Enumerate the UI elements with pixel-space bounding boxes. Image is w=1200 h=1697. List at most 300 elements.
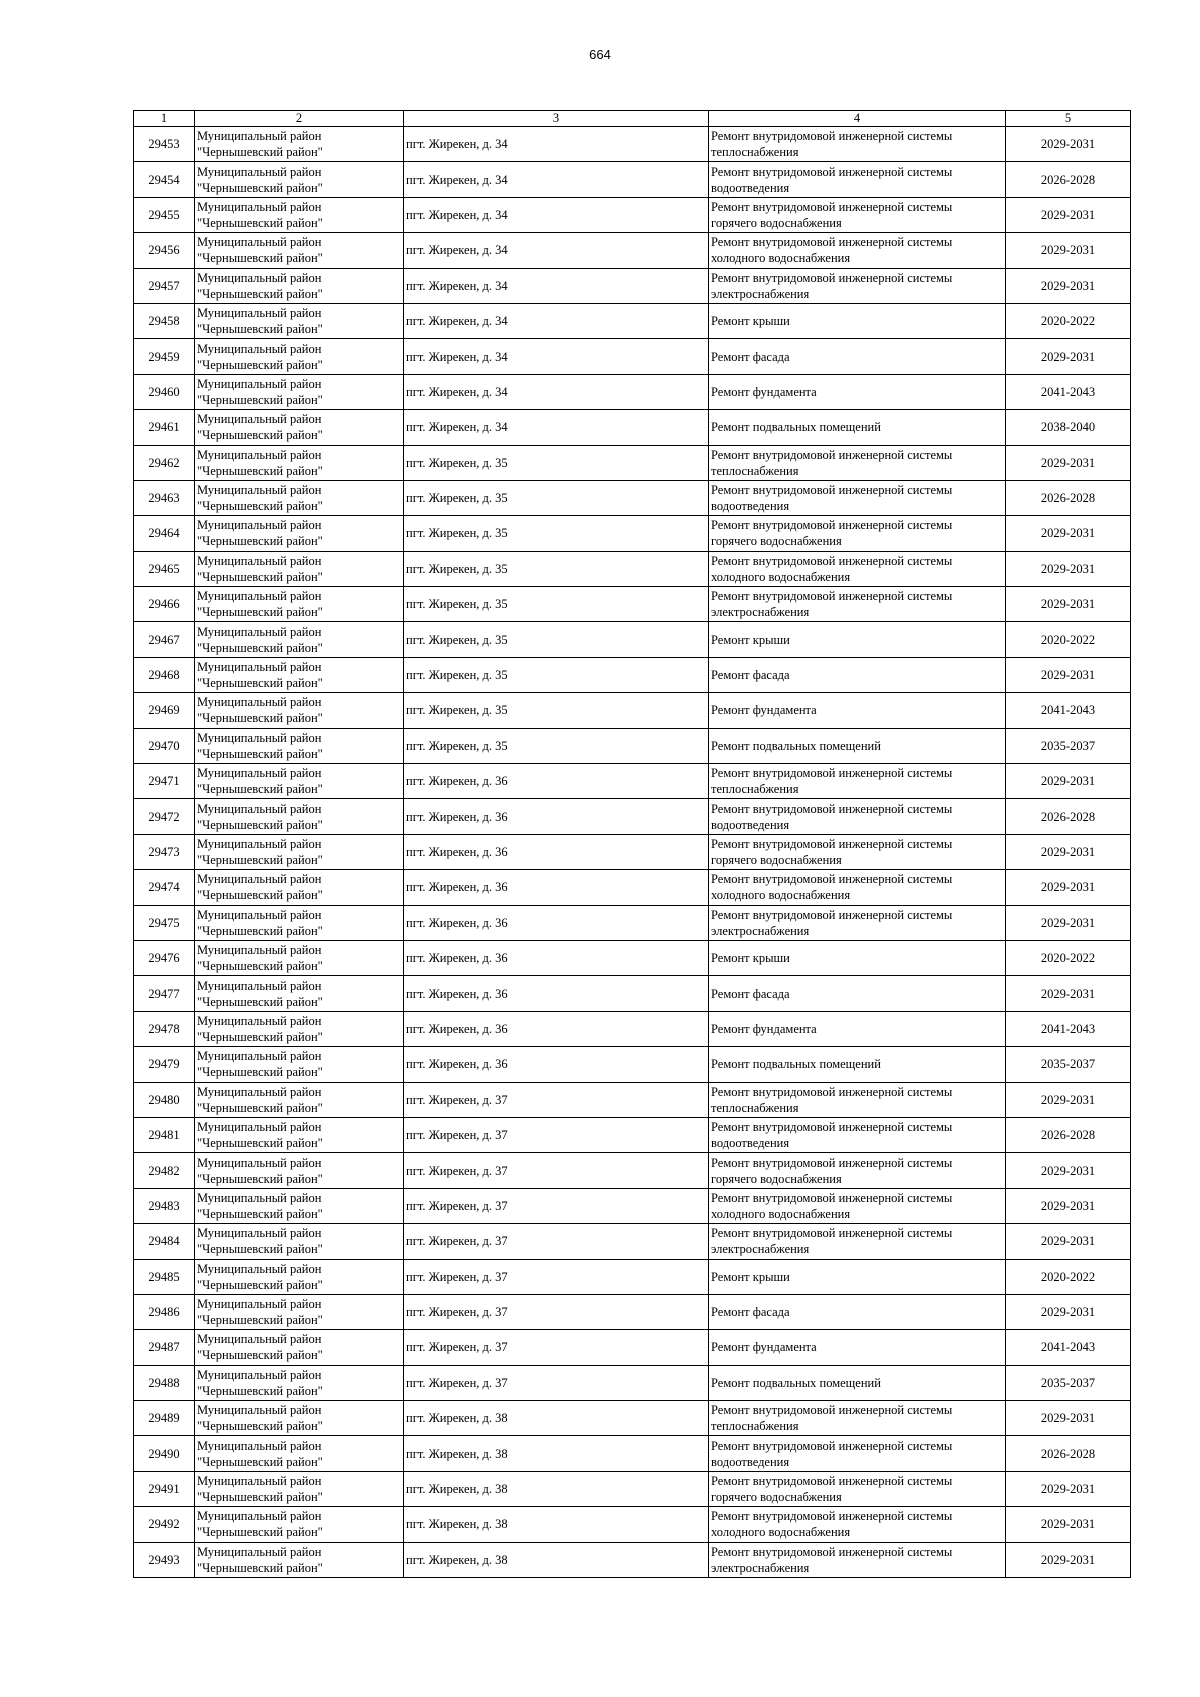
period-cell: 2038-2040 [1006, 410, 1131, 445]
district-line: Муниципальный район [197, 1190, 322, 1205]
work-type-line: холодного водоснабжения [711, 1206, 851, 1221]
address-cell: пгт. Жирекен, д. 35 [404, 551, 709, 586]
work-type-cell [709, 1507, 1006, 1542]
address-cell: пгт. Жирекен, д. 34 [404, 162, 709, 197]
row-number-cell: 29482 [134, 1153, 195, 1188]
table-row [134, 1224, 1131, 1259]
district-cell [195, 1330, 404, 1365]
district-cell [195, 693, 404, 728]
work-type-line: Ремонт фундамента [711, 1021, 817, 1036]
district-cell [195, 622, 404, 657]
table-row [134, 339, 1131, 374]
table-row [134, 1259, 1131, 1294]
address-cell: пгт. Жирекен, д. 37 [404, 1117, 709, 1152]
address-cell: пгт. Жирекен, д. 35 [404, 480, 709, 515]
work-type-line: Ремонт фасада [711, 668, 790, 683]
district-line: Муниципальный район [197, 907, 322, 922]
row-number-cell: 29485 [134, 1259, 195, 1294]
period-cell: 2035-2037 [1006, 1365, 1131, 1400]
district-line: "Чернышевский район" [197, 322, 323, 337]
work-type-line: Ремонт внутридомовой инженерной системы [711, 235, 953, 250]
header-row [134, 111, 1131, 127]
district-line: "Чернышевский район" [197, 817, 323, 832]
work-type-line: Ремонт внутридомовой инженерной системы [711, 129, 953, 144]
period-cell: 2020-2022 [1006, 303, 1131, 338]
district-line: Муниципальный район [197, 730, 322, 745]
work-type-cell [709, 976, 1006, 1011]
district-line: "Чернышевский район" [197, 1206, 323, 1221]
address-cell: пгт. Жирекен, д. 36 [404, 1047, 709, 1082]
work-type-cell [709, 657, 1006, 692]
work-type-cell [709, 622, 1006, 657]
table-row [134, 1330, 1131, 1365]
district-line: "Чернышевский район" [197, 1348, 323, 1363]
district-line: "Чернышевский район" [197, 392, 323, 407]
table-row [134, 1365, 1131, 1400]
work-type-line: Ремонт фасада [711, 1305, 790, 1320]
row-number-cell: 29472 [134, 799, 195, 834]
district-cell [195, 1011, 404, 1046]
work-type-line: Ремонт внутридомовой инженерной системы [711, 164, 953, 179]
district-line: Муниципальный район [197, 129, 322, 144]
district-line: "Чернышевский район" [197, 1065, 323, 1080]
district-line: Муниципальный район [197, 1049, 322, 1064]
address-cell: пгт. Жирекен, д. 37 [404, 1224, 709, 1259]
work-type-cell [709, 197, 1006, 232]
period-cell: 2029-2031 [1006, 551, 1131, 586]
work-type-line: Ремонт крыши [711, 314, 790, 329]
row-number-cell: 29467 [134, 622, 195, 657]
table-row [134, 268, 1131, 303]
table-row [134, 799, 1131, 834]
period-cell: 2026-2028 [1006, 1436, 1131, 1471]
address-cell: пгт. Жирекен, д. 37 [404, 1082, 709, 1117]
district-line: "Чернышевский район" [197, 853, 323, 867]
table-row [134, 445, 1131, 480]
district-line: Муниципальный район [197, 447, 322, 462]
address-cell: пгт. Жирекен, д. 35 [404, 657, 709, 692]
district-line: Муниципальный район [197, 1155, 322, 1170]
district-cell [195, 1082, 404, 1117]
district-cell [195, 728, 404, 763]
district-line: "Чернышевский район" [197, 569, 323, 584]
district-line: "Чернышевский район" [197, 959, 323, 974]
district-line: Муниципальный район [197, 1332, 322, 1347]
work-type-cell [709, 728, 1006, 763]
row-number-cell: 29465 [134, 551, 195, 586]
district-cell [195, 410, 404, 445]
period-cell: 2029-2031 [1006, 127, 1131, 162]
district-cell [195, 233, 404, 268]
table-row [134, 834, 1131, 869]
address-cell: пгт. Жирекен, д. 36 [404, 940, 709, 975]
address-cell: пгт. Жирекен, д. 38 [404, 1401, 709, 1436]
work-type-line: Ремонт внутридомовой инженерной системы [711, 1403, 953, 1418]
period-cell: 2035-2037 [1006, 728, 1131, 763]
district-line: Муниципальный район [197, 1226, 322, 1241]
table-row [134, 728, 1131, 763]
work-type-line: холодного водоснабжения [711, 251, 851, 266]
work-type-line: Ремонт фундамента [711, 384, 817, 399]
table-row [134, 197, 1131, 232]
work-type-cell [709, 1330, 1006, 1365]
address-cell: пгт. Жирекен, д. 34 [404, 233, 709, 268]
table-row [134, 764, 1131, 799]
row-number-cell: 29457 [134, 268, 195, 303]
district-line: Муниципальный район [197, 1084, 322, 1099]
district-line: Муниципальный район [197, 270, 322, 285]
district-line: "Чернышевский район" [197, 534, 323, 549]
period-cell: 2029-2031 [1006, 516, 1131, 551]
address-cell: пгт. Жирекен, д. 38 [404, 1436, 709, 1471]
work-type-cell [709, 905, 1006, 940]
table-row [134, 480, 1131, 515]
address-cell: пгт. Жирекен, д. 38 [404, 1471, 709, 1506]
district-line: "Чернышевский район" [197, 1525, 323, 1540]
work-type-line: горячего водоснабжения [711, 534, 842, 549]
district-cell [195, 1507, 404, 1542]
district-cell [195, 905, 404, 940]
period-cell: 2026-2028 [1006, 1117, 1131, 1152]
period-cell: 2041-2043 [1006, 374, 1131, 409]
work-type-line: теплоснабжения [711, 463, 799, 478]
row-number-cell: 29471 [134, 764, 195, 799]
row-number-cell: 29484 [134, 1224, 195, 1259]
row-number-cell: 29462 [134, 445, 195, 480]
district-line: "Чернышевский район" [197, 1277, 323, 1292]
district-cell [195, 940, 404, 975]
table-row [134, 905, 1131, 940]
work-type-line: Ремонт внутридомовой инженерной системы [711, 766, 953, 781]
work-type-line: горячего водоснабжения [711, 1490, 842, 1505]
work-type-line: Ремонт фасада [711, 349, 790, 364]
district-line: Муниципальный район [197, 1297, 322, 1312]
work-type-cell [709, 834, 1006, 869]
district-cell [195, 162, 404, 197]
table-row [134, 1471, 1131, 1506]
table-row [134, 1153, 1131, 1188]
address-cell: пгт. Жирекен, д. 37 [404, 1259, 709, 1294]
page-number: 664 [589, 47, 611, 62]
table-row [134, 587, 1131, 622]
period-cell: 2035-2037 [1006, 1047, 1131, 1082]
district-line: Муниципальный район [197, 837, 322, 851]
district-line: "Чернышевский район" [197, 640, 323, 655]
work-type-line: электроснабжения [711, 605, 810, 620]
work-type-cell [709, 445, 1006, 480]
district-line: Муниципальный район [197, 1403, 322, 1418]
work-type-cell [709, 1365, 1006, 1400]
district-line: "Чернышевский район" [197, 1490, 323, 1505]
period-cell: 2026-2028 [1006, 162, 1131, 197]
district-line: "Чернышевский район" [197, 711, 323, 726]
work-type-line: холодного водоснабжения [711, 888, 851, 903]
period-cell: 2041-2043 [1006, 1330, 1131, 1365]
table-row [134, 374, 1131, 409]
row-number-cell: 29456 [134, 233, 195, 268]
district-cell [195, 799, 404, 834]
work-type-cell [709, 1011, 1006, 1046]
row-number-cell: 29477 [134, 976, 195, 1011]
district-line: Муниципальный район [197, 164, 322, 179]
work-type-cell [709, 410, 1006, 445]
row-number-cell: 29480 [134, 1082, 195, 1117]
work-type-line: Ремонт внутридомовой инженерной системы [711, 589, 953, 604]
work-type-line: холодного водоснабжения [711, 1525, 851, 1540]
address-cell: пгт. Жирекен, д. 34 [404, 268, 709, 303]
period-cell: 2020-2022 [1006, 622, 1131, 657]
district-line: Муниципальный район [197, 589, 322, 604]
district-line: "Чернышевский район" [197, 888, 323, 903]
district-line: "Чернышевский район" [197, 605, 323, 620]
work-type-line: Ремонт подвальных помещений [711, 1057, 881, 1072]
period-cell: 2029-2031 [1006, 1294, 1131, 1329]
district-line: Муниципальный район [197, 801, 322, 816]
work-type-cell [709, 764, 1006, 799]
period-cell: 2026-2028 [1006, 799, 1131, 834]
period-cell: 2029-2031 [1006, 339, 1131, 374]
work-type-line: водоотведения [711, 499, 790, 514]
row-number-cell: 29475 [134, 905, 195, 940]
work-type-cell [709, 1542, 1006, 1577]
district-line: Муниципальный район [197, 1013, 322, 1028]
work-type-cell [709, 268, 1006, 303]
period-cell: 2029-2031 [1006, 268, 1131, 303]
district-cell [195, 1542, 404, 1577]
district-cell [195, 127, 404, 162]
work-type-cell [709, 233, 1006, 268]
district-line: "Чернышевский район" [197, 1383, 323, 1398]
table-row [134, 410, 1131, 445]
row-number-cell: 29483 [134, 1188, 195, 1223]
district-cell [195, 1401, 404, 1436]
period-cell: 2020-2022 [1006, 940, 1131, 975]
address-cell: пгт. Жирекен, д. 35 [404, 445, 709, 480]
district-line: "Чернышевский район" [197, 1313, 323, 1328]
work-type-cell [709, 374, 1006, 409]
row-number-cell: 29459 [134, 339, 195, 374]
row-number-cell: 29473 [134, 834, 195, 869]
row-number-cell: 29469 [134, 693, 195, 728]
work-type-line: Ремонт внутридомовой инженерной системы [711, 270, 953, 285]
address-cell: пгт. Жирекен, д. 35 [404, 622, 709, 657]
table-row [134, 1188, 1131, 1223]
period-cell: 2026-2028 [1006, 480, 1131, 515]
work-type-line: Ремонт крыши [711, 1269, 790, 1284]
row-number-cell: 29478 [134, 1011, 195, 1046]
work-type-line: Ремонт внутридомовой инженерной системы [711, 447, 953, 462]
district-line: Муниципальный район [197, 1367, 322, 1382]
district-cell [195, 445, 404, 480]
address-cell: пгт. Жирекен, д. 37 [404, 1153, 709, 1188]
work-type-cell [709, 1436, 1006, 1471]
district-cell [195, 1188, 404, 1223]
work-type-cell [709, 587, 1006, 622]
table-row [134, 551, 1131, 586]
work-type-line: водоотведения [711, 1136, 790, 1151]
work-type-line: Ремонт внутридомовой инженерной системы [711, 907, 953, 922]
work-type-line: водоотведения [711, 817, 790, 832]
address-cell: пгт. Жирекен, д. 35 [404, 693, 709, 728]
work-type-line: Ремонт фундамента [711, 703, 817, 718]
work-type-cell [709, 1082, 1006, 1117]
district-line: Муниципальный район [197, 872, 322, 887]
district-line: Муниципальный район [197, 518, 322, 533]
district-line: Муниципальный район [197, 766, 322, 781]
work-type-line: Ремонт внутридомовой инженерной системы [711, 1190, 953, 1205]
table-row [134, 693, 1131, 728]
address-cell: пгт. Жирекен, д. 36 [404, 870, 709, 905]
work-type-line: теплоснабжения [711, 1419, 799, 1434]
row-number-cell: 29453 [134, 127, 195, 162]
work-type-line: Ремонт внутридомовой инженерной системы [711, 837, 953, 851]
work-type-line: Ремонт подвальных помещений [711, 738, 881, 753]
work-type-line: Ремонт внутридомовой инженерной системы [711, 1120, 953, 1135]
table-row [134, 233, 1131, 268]
work-type-line: Ремонт подвальных помещений [711, 1375, 881, 1390]
row-number-cell: 29488 [134, 1365, 195, 1400]
row-number-cell: 29464 [134, 516, 195, 551]
district-line: Муниципальный район [197, 1474, 322, 1489]
row-number-cell: 29461 [134, 410, 195, 445]
work-type-cell [709, 339, 1006, 374]
district-line: Муниципальный район [197, 978, 322, 993]
district-line: "Чернышевский район" [197, 428, 323, 443]
district-line: "Чернышевский район" [197, 1419, 323, 1434]
work-type-line: Ремонт фасада [711, 986, 790, 1001]
address-cell: пгт. Жирекен, д. 34 [404, 374, 709, 409]
work-type-line: Ремонт крыши [711, 951, 790, 966]
district-cell [195, 1471, 404, 1506]
work-type-line: Ремонт внутридомовой инженерной системы [711, 199, 953, 214]
district-line: Муниципальный район [197, 1261, 322, 1276]
period-cell: 2020-2022 [1006, 1259, 1131, 1294]
period-cell: 2029-2031 [1006, 1507, 1131, 1542]
district-line: "Чернышевский район" [197, 782, 323, 797]
row-number-cell: 29463 [134, 480, 195, 515]
district-cell [195, 1153, 404, 1188]
district-cell [195, 587, 404, 622]
period-cell: 2029-2031 [1006, 587, 1131, 622]
period-cell: 2029-2031 [1006, 1082, 1131, 1117]
work-type-cell [709, 870, 1006, 905]
address-cell: пгт. Жирекен, д. 34 [404, 303, 709, 338]
district-cell [195, 1224, 404, 1259]
district-line: "Чернышевский район" [197, 180, 323, 195]
district-cell [195, 551, 404, 586]
district-line: "Чернышевский район" [197, 1029, 323, 1044]
column-header-4: 4 [709, 111, 1006, 127]
table-row [134, 1011, 1131, 1046]
work-type-cell [709, 303, 1006, 338]
table-row [134, 870, 1131, 905]
work-type-line: Ремонт крыши [711, 632, 790, 647]
district-line: "Чернышевский район" [197, 1242, 323, 1257]
district-cell [195, 1294, 404, 1329]
work-type-line: горячего водоснабжения [711, 215, 842, 230]
work-type-line: Ремонт внутридомовой инженерной системы [711, 1155, 953, 1170]
address-cell: пгт. Жирекен, д. 34 [404, 339, 709, 374]
district-cell [195, 1365, 404, 1400]
work-type-line: Ремонт фундамента [711, 1340, 817, 1355]
row-number-cell: 29454 [134, 162, 195, 197]
address-cell: пгт. Жирекен, д. 36 [404, 1011, 709, 1046]
district-line: Муниципальный район [197, 483, 322, 498]
address-cell: пгт. Жирекен, д. 34 [404, 410, 709, 445]
table-row [134, 1436, 1131, 1471]
row-number-cell: 29470 [134, 728, 195, 763]
period-cell: 2029-2031 [1006, 1401, 1131, 1436]
address-cell: пгт. Жирекен, д. 35 [404, 516, 709, 551]
row-number-cell: 29492 [134, 1507, 195, 1542]
work-type-line: Ремонт подвальных помещений [711, 420, 881, 435]
work-type-line: горячего водоснабжения [711, 1171, 842, 1186]
period-cell: 2029-2031 [1006, 905, 1131, 940]
district-line: "Чернышевский район" [197, 357, 323, 372]
table-row [134, 1294, 1131, 1329]
district-line: Муниципальный район [197, 199, 322, 214]
district-line: "Чернышевский район" [197, 251, 323, 266]
district-line: "Чернышевский район" [197, 463, 323, 478]
work-type-line: Ремонт внутридомовой инженерной системы [711, 1544, 953, 1559]
address-cell: пгт. Жирекен, д. 38 [404, 1507, 709, 1542]
period-cell: 2029-2031 [1006, 870, 1131, 905]
table-row [134, 1542, 1131, 1577]
period-cell: 2029-2031 [1006, 834, 1131, 869]
district-line: "Чернышевский район" [197, 499, 323, 514]
row-number-cell: 29486 [134, 1294, 195, 1329]
district-line: Муниципальный район [197, 660, 322, 675]
work-type-cell [709, 1153, 1006, 1188]
row-number-cell: 29460 [134, 374, 195, 409]
address-cell: пгт. Жирекен, д. 36 [404, 905, 709, 940]
period-cell: 2029-2031 [1006, 445, 1131, 480]
address-cell: пгт. Жирекен, д. 34 [404, 127, 709, 162]
work-type-cell [709, 127, 1006, 162]
table-row [134, 1117, 1131, 1152]
district-line: "Чернышевский район" [197, 923, 323, 938]
district-line: Муниципальный район [197, 1509, 322, 1524]
district-line: Муниципальный район [197, 1544, 322, 1559]
period-cell: 2041-2043 [1006, 1011, 1131, 1046]
district-line: Муниципальный район [197, 376, 322, 391]
period-cell: 2029-2031 [1006, 1542, 1131, 1577]
work-type-cell [709, 480, 1006, 515]
work-type-line: Ремонт внутридомовой инженерной системы [711, 1474, 953, 1489]
work-type-cell [709, 1117, 1006, 1152]
district-cell [195, 1259, 404, 1294]
address-cell: пгт. Жирекен, д. 38 [404, 1542, 709, 1577]
table-row [134, 162, 1131, 197]
row-number-cell: 29490 [134, 1436, 195, 1471]
row-number-cell: 29493 [134, 1542, 195, 1577]
work-type-line: водоотведения [711, 1454, 790, 1469]
work-type-cell [709, 516, 1006, 551]
district-line: Муниципальный район [197, 695, 322, 710]
work-type-cell [709, 1188, 1006, 1223]
period-cell: 2041-2043 [1006, 693, 1131, 728]
address-cell: пгт. Жирекен, д. 37 [404, 1294, 709, 1329]
table-row [134, 1047, 1131, 1082]
row-number-cell: 29455 [134, 197, 195, 232]
work-type-line: электроснабжения [711, 286, 810, 301]
work-type-cell [709, 1224, 1006, 1259]
district-cell [195, 339, 404, 374]
table-header [134, 111, 1131, 127]
work-type-line: электроснабжения [711, 923, 810, 938]
column-header-2: 2 [195, 111, 404, 127]
district-line: "Чернышевский район" [197, 1560, 323, 1575]
